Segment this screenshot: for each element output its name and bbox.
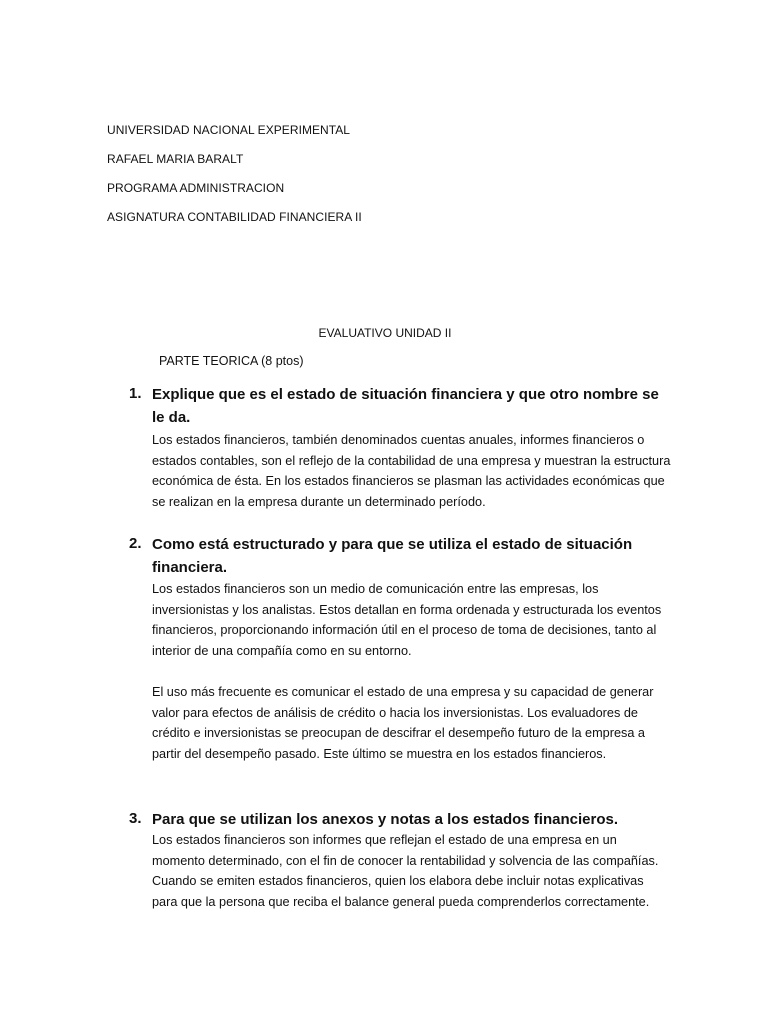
- header-subject: ASIGNATURA CONTABILIDAD FINANCIERA II: [107, 210, 362, 224]
- question-text: Como está estructurado y para que se utiliza el estado de situación financiera.: [152, 536, 633, 576]
- question-text: Para que se utilizan los anexos y notas a los estados financieros.: [152, 811, 618, 828]
- question-number: 1.: [129, 385, 142, 402]
- header-program: PROGRAMA ADMINISTRACION: [107, 181, 285, 195]
- question-text: Explique que es el estado de situación financiera y que otro nombre se le da.: [152, 386, 659, 426]
- answer-text: Los estados financieros son informes que reflejan el estado de una empresa en un momento determinado, con el fin de conocer la rentabilidad y solvencia de las compañías. Cuando se emiten estados financieros, quien los elabora debe incluir notas explicativas para que la persona que reciba el balance general pueda comprenderlos correctamente.: [152, 833, 659, 909]
- answer-text: El uso más frecuente es comunicar el estado de una empresa y su capacidad de generar valor para efectos de análisis de crédito o hacia los inversionistas. Los evaluadores de crédito e inversionistas se preocupan de descifrar el desempeño futuro de la empresa a partir del desempeño pasado. Este último se muestra en los estados financieros.: [152, 685, 654, 761]
- header-university: UNIVERSIDAD NACIONAL EXPERIMENTAL: [107, 123, 351, 137]
- answer-text: Los estados financieros, también denominados cuentas anuales, informes financieros o estados contables, son el reflejo de la contabilidad de una empresa y muestran la estructura económica de ésta. En los estados financieros se plasman las actividades económicas que se realizan en la empresa durante un determinado período.: [152, 433, 671, 509]
- question-number: 2.: [129, 535, 142, 552]
- header-institution: RAFAEL MARIA BARALT: [107, 152, 244, 166]
- document-title: EVALUATIVO UNIDAD II: [318, 326, 452, 340]
- answer-text: Los estados financieros son un medio de comunicación entre las empresas, los inversionistas y los analistas. Estos detallan en forma ordenada y estructurada los eventos financieros, proporcionando información útil en el proceso de toma de decisiones, tanto al interior de una compañía como en su entorno.: [152, 582, 662, 658]
- question-number: 3.: [129, 810, 142, 827]
- part-label: PARTE TEORICA (8 ptos): [159, 354, 304, 368]
